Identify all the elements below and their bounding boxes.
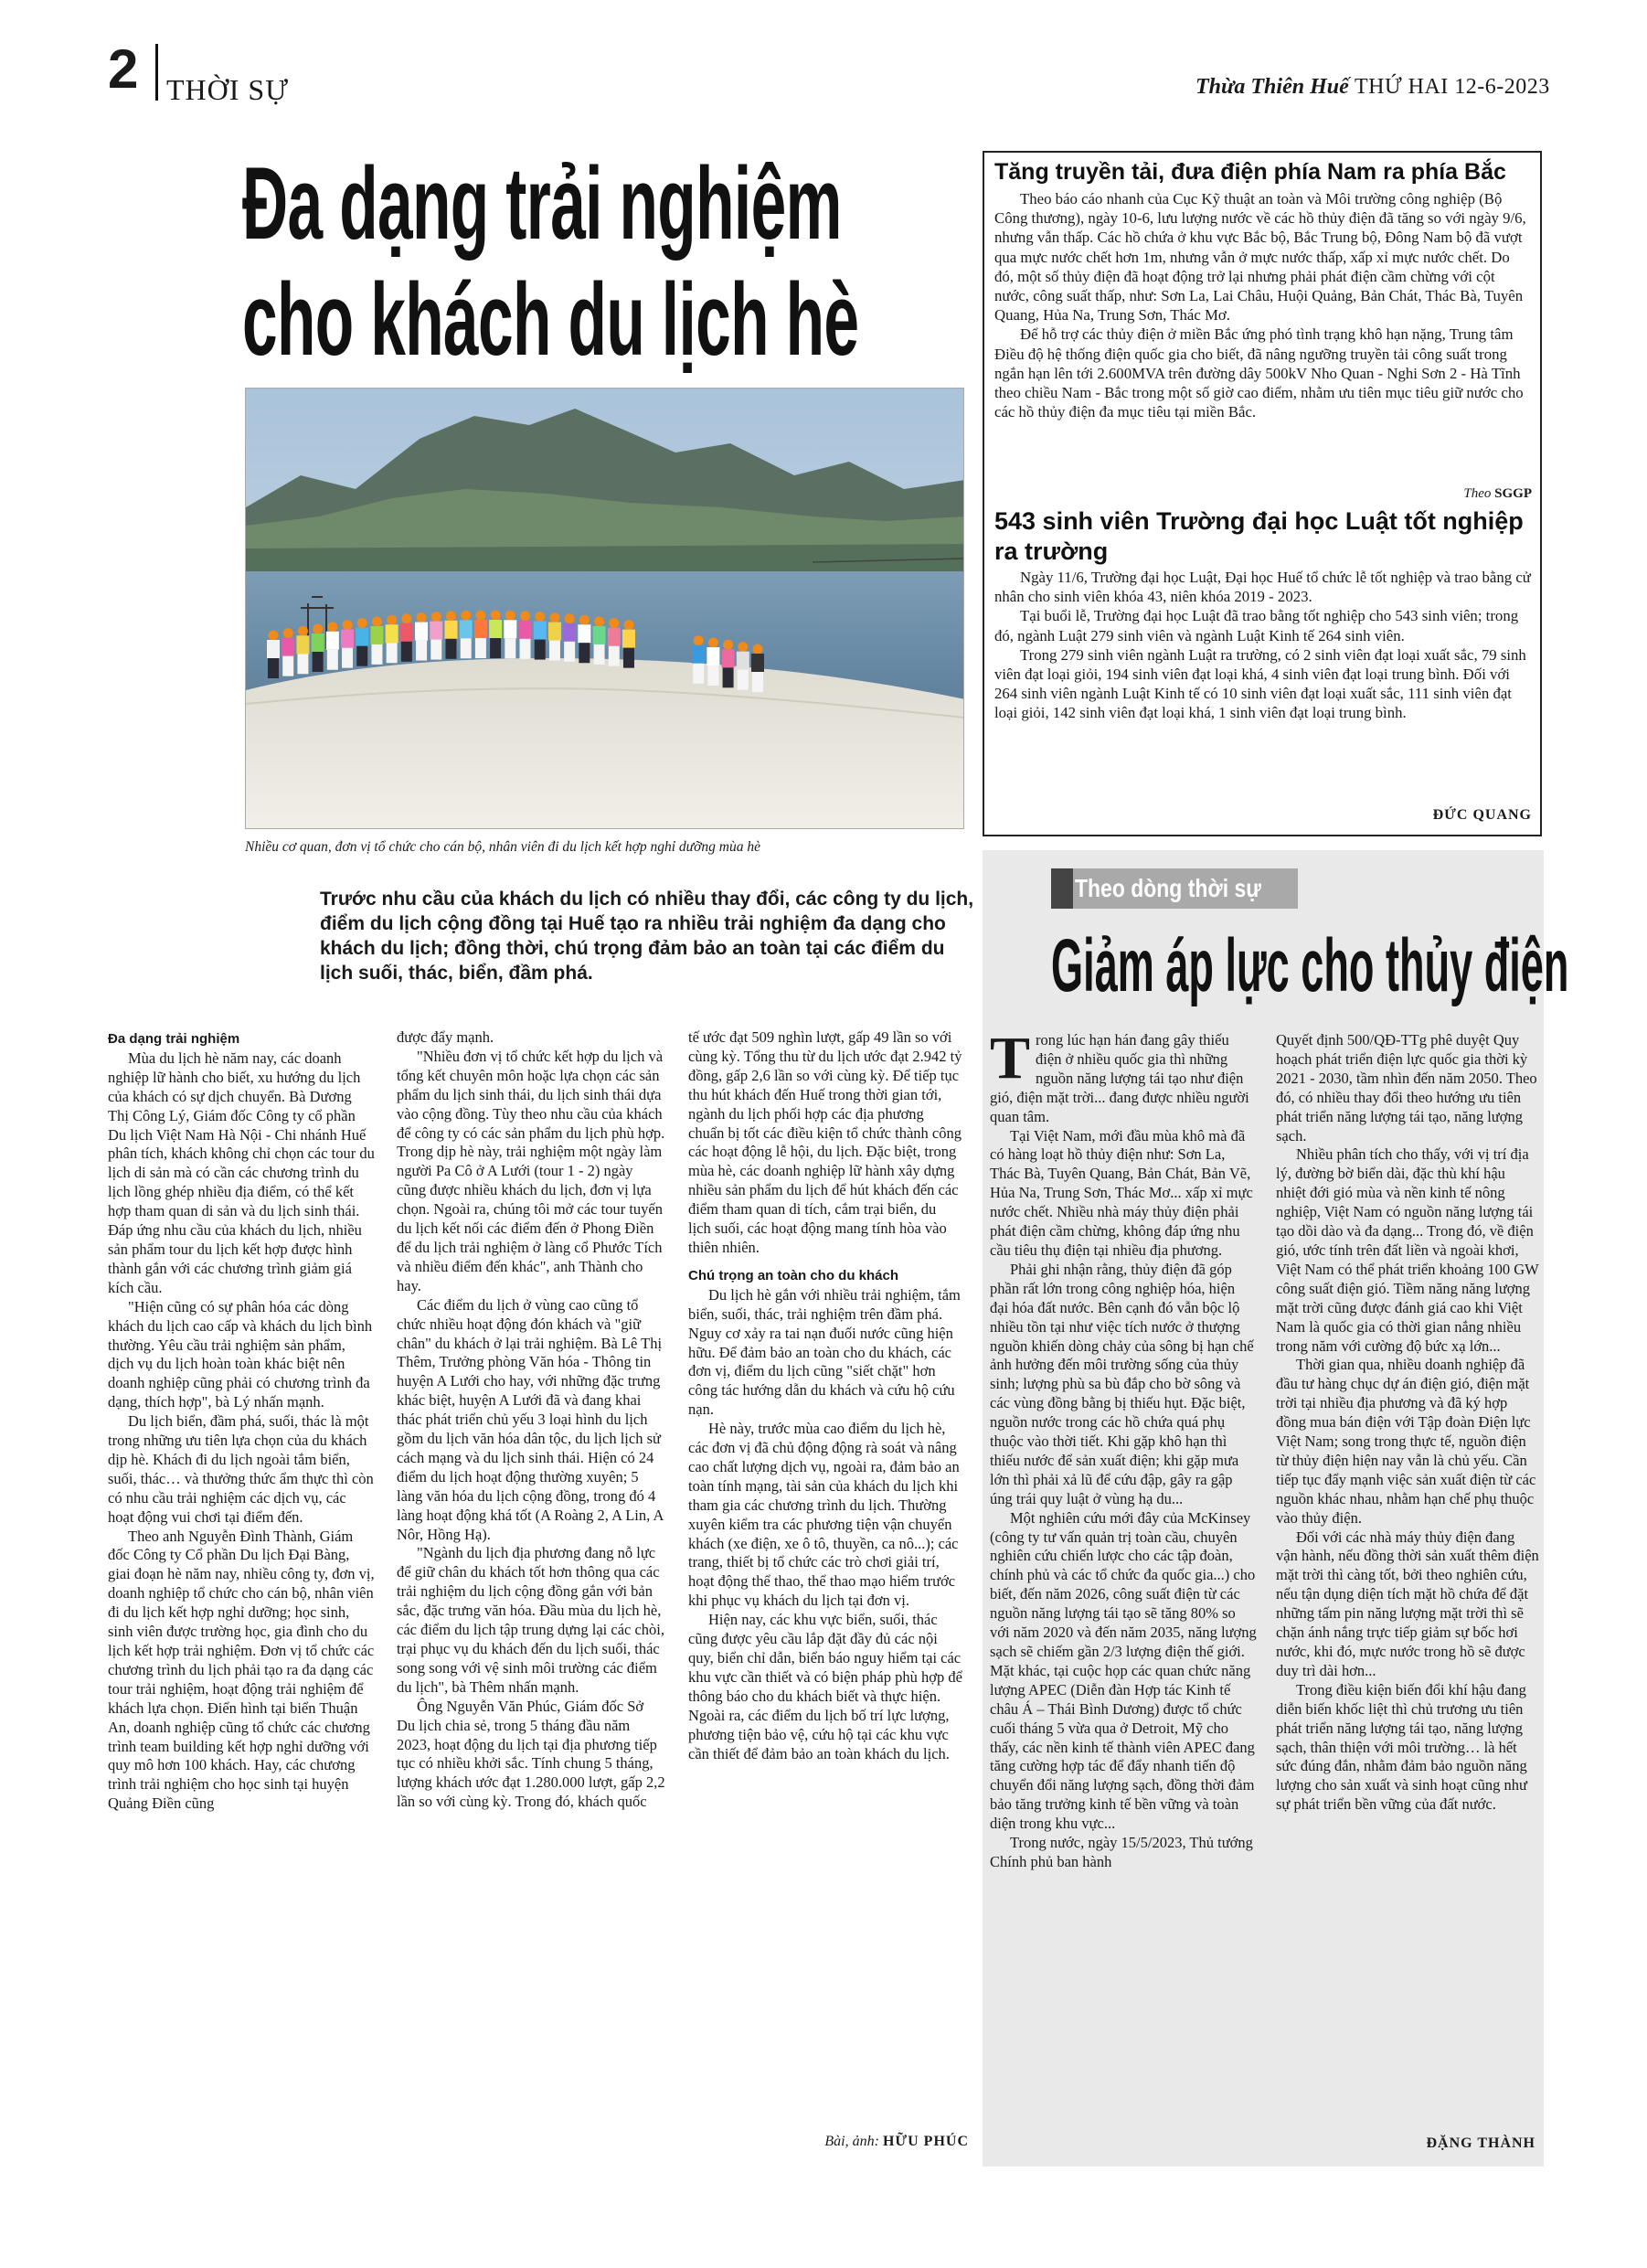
- paragraph: Trong điều kiện biến đổi khí hậu đang diễn biến khốc liệt thì chủ trương ưu tiên phát triển năng lượng tái tạo, năng lượng sạch, thân thiện với môi trường… là hết sức đúng đắn, nhằm đảm bảo nguồn năng lượng cho sản xuất và sinh hoạt cũng như sự phát triển bền vững của đất nước.: [1276, 1680, 1527, 1814]
- paragraph: Quyết định 500/QĐ-TTg phê duyệt Quy hoạch phát triển điện lực quốc gia thời kỳ 2021 - 2030, tầm nhìn đến năm 2050. Theo đó, có nhiều thay đổi theo hướng ưu tiên phát triển năng lượng tái tạo, năng lượng sạch.: [1276, 1031, 1537, 1145]
- news-brief-2-author: ĐỨC QUANG: [1432, 807, 1532, 823]
- paragraph: Hè này, trước mùa cao điểm du lịch hè, các đơn vị đã chủ động động rà soát và nâng cao chất lượng dịch vụ, ngoài ra, đảm bảo an toàn tính mạng, tài sản của khách du lịch khi tham gia các chương trình du lịch. Thường xuyên kiểm tra các phương tiện vận chuyển khách (xe điện, xe ô tô, thuyền, ca nô...); các trang, thiết bị tổ chức các trò chơi giải trí, hoạt động thể thao, thể thao mạo hiểm trước khi phục vụ khách du lịch tại đơn vị.: [688, 1420, 960, 1610]
- paragraph: tế ước đạt 509 nghìn lượt, gấp 49 lần so với cùng kỳ. Tổng thu từ du lịch ước đạt 2.942 tỷ đồng, gấp 2,6 lần so với cùng kỳ. Để tiếp tục thu hút khách đến Huế trong thời gian tới, ngành du lịch phối hợp các địa phương chuẩn bị tốt các điều kiện tổ chức thành công các hoạt động lễ hội, du lịch. Đặc biệt, trong mùa hè, các doanh nghiệp lữ hành xây dựng nhiều sản phẩm du lịch để hút khách đến các điểm tham quan di tích, cắm trại biển, du lịch suối, các hoạt động mang tính hòa vào thiên nhiên.: [688, 1028, 962, 1256]
- paragraph: Tại Việt Nam, mới đầu mùa khô mà đã có hàng loạt hồ thủy điện như: Sơn La, Thác Bà, Tuyên Quang, Bản Chát, Bản Vẽ, Hủa Na, Trung Sơn, Thác Mơ... xấp xỉ mực nước chết. Nhiều nhà máy thủy điện phải phát điện cầm chừng, không đáp ứng nhu cầu tiêu thụ điện tại nhiều địa phương.: [990, 1126, 1253, 1259]
- paragraph: Ngày 11/6, Trường đại học Luật, Đại học Huế tổ chức lễ tốt nghiệp và trao bằng cử nhân cho sinh viên khóa 43, niên khóa 2019 - 2023.: [994, 569, 1531, 606]
- person-figure: [282, 628, 294, 676]
- paragraph: Du lịch hè gắn với nhiều trải nghiệm, tắm biển, suối, thác, trải nghiệm trên đầm phá. Nguy cơ xảy ra tai nạn đuối nước cũng hiện hữu. Để đảm bảo an toàn cho du khách, các đơn vị, điểm du lịch cũng "siết chặt" hơn công tác hướng dẫn du khách và cứu hộ cứu nạn.: [688, 1285, 961, 1419]
- paragraph: "Hiện cũng có sự phân hóa các dòng khách du lịch cao cấp và khách du lịch bình thường. Yêu cầu trải nghiệm sản phẩm, dịch vụ du lịch hoàn toàn khác biệt nên doanh nghiệp cũng phải có chương trình đa dạng, thích hợp", bà Lý nhấn mạnh.: [108, 1297, 373, 1411]
- article-column-1: [108, 1028, 375, 1814]
- paragraph: "Ngành du lịch địa phương đang nỗ lực để giữ chân du khách tốt hơn thông qua các trải nghiệm du lịch cộng đồng gắn với bản sắc, đặc trưng văn hóa. Đầu mùa du lịch hè, các điểm du lịch tập trung dựng lại các chòi, trại phục vụ du khách đến du lịch suối, thác song song với vệ sinh môi trường các điểm du lịch", bà Thêm nhấn mạnh.: [397, 1544, 665, 1696]
- person-figure: [326, 622, 339, 670]
- subheading-safety: Chú trọng an toàn cho du khách: [688, 1267, 898, 1283]
- paragraph: Để hỗ trợ các thủy điện ở miền Bắc ứng phó tình trạng khô hạn nặng, Trung tâm Điều độ hệ thống điện quốc gia cho biết, đã nâng ngưỡng truyền tải công suất trong ngắn hạn lên tới 2.600MVA trên đường dây 500kV Nho Quan - Nghi Sơn 2 - Hà Tĩnh theo chiều Nam - Bắc trong một số giờ cao điểm, nhằm ưu tiên mục tiêu giữ nước cho các hồ thủy điện đa mục tiêu tại miền Bắc.: [994, 325, 1524, 421]
- commentary-label: Theo dòng thời sự: [1075, 874, 1261, 902]
- person-figure: [504, 611, 516, 659]
- person-figure: [356, 618, 368, 666]
- article-column-2: [397, 1028, 665, 1812]
- paragraph: Trong lúc hạn hán đang gây thiếu điện ở nhiều quốc gia thì những nguồn năng lượng tái tạo như điện gió, điện mặt trời... đang được nhiều người quan tâm.: [990, 1025, 1249, 1125]
- person-figure: [386, 615, 398, 664]
- paragraph: Nhiều phân tích cho thấy, với vị trí địa lý, đường bờ biển dài, đặc thù khí hậu nhiệt đới gió mùa và nền kinh tế nông nghiệp, Việt Nam có nguồn năng lượng tái tạo dồi dào và đa dạng... Trong đó, về điện gió, ước tính trên đất liền và ngoài khơi, Việt Nam có thể phát triển khoảng 100 GW công suất điện gió. Tiềm năng năng lượng mặt trời cũng được đánh giá cao khi Việt Nam là quốc gia có thời gian nắng nhiều trong năm với cường độ bức xạ lớn...: [1276, 1145, 1539, 1355]
- article-column-3: [688, 1028, 962, 1763]
- person-figure: [534, 612, 547, 660]
- news-brief-1-body: [994, 189, 1532, 421]
- main-headline-line-2: cho khách du lịch hè: [242, 262, 859, 377]
- person-figure: [267, 631, 280, 679]
- person-figure: [489, 611, 502, 658]
- person-figure: [722, 640, 735, 688]
- person-figure: [563, 613, 576, 662]
- paragraph: Tại buổi lễ, Trường đại học Luật đã trao bằng tốt nghiệp cho 543 sinh viên; trong đó, ngành Luật 279 sinh viên và ngành Luật Kinh tế 264 sinh viên.: [994, 607, 1519, 644]
- news-brief-2-body: [994, 568, 1532, 723]
- person-figure: [460, 611, 473, 659]
- person-figure: [430, 612, 442, 660]
- person-figure: [296, 626, 309, 675]
- paragraph: Mùa du lịch hè năm nay, các doanh nghiệp lữ hành cho biết, xu hướng du lịch của khách có sự dịch chuyển. Bà Dương Thị Công Lý, Giám đốc Công ty cổ phần Du lịch Việt Nam Hà Nội - Chi nhánh Huế phân tích, khách không chỉ chọn các tour du lịch di sản mà có cần các chương trình du lịch lồng ghép nhiều địa điểm, có thể kết hợp tham quan di sản và du lịch sinh thái. Đáp ứng nhu cầu của khách du lịch, nhiều sản phẩm tour du lịch kết hợp được hình thành gắn với các chương trình giảm giá kích cầu.: [108, 1049, 375, 1296]
- article-lead: Trước nhu cầu của khách du lịch có nhiều thay đổi, các công ty du lịch, điểm du lịch cộng đồng tại Huế tạo ra nhiều trải nghiệm đa dạng cho khách du lịch; đồng thời, chú trọng đảm bảo an toàn tại các điểm du lịch suối, thác, biển, đầm phá.: [320, 889, 974, 984]
- person-figure: [578, 615, 590, 664]
- photo-caption: Nhiều cơ quan, đơn vị tổ chức cho cán bộ, nhân viên đi du lịch kết hợp nghỉ dưỡng mùa hè: [245, 839, 760, 855]
- drop-cap: T: [990, 1025, 1031, 1091]
- person-figure: [444, 611, 457, 659]
- byline-name: HỮU PHÚC: [882, 2134, 969, 2149]
- paragraph: Theo anh Nguyễn Đình Thành, Giám đốc Công ty Cổ phần Du lịch Đại Bàng, giai đoạn hè năm nay, nhiều công ty, đơn vị, doanh nghiệp tổ chức cho cán bộ, nhân viên đi du lịch kết hợp nghỉ dưỡng; học sinh, sinh viên được trường học, gia đình cho du lịch kết hợp trải nghiệm. Đơn vị tổ chức các chương trình du lịch phải tạo ra đa dạng các tour trải nghiệm, hoạt động trải nghiệm để khách lựa chọn. Điển hình tại biển Thuận An, doanh nghiệp cũng tổ chức các chương trình team building kết hợp nghỉ dưỡng với quy mô hơn 100 khách. Hay, các chương trình trải nghiệm cho học sinh tại huyện Quảng Điền cũng: [108, 1527, 375, 1813]
- paragraph: Một nghiên cứu mới đây của McKinsey (công ty tư vấn quản trị toàn cầu, chuyên nghiên cứu chiến lược cho các tập đoàn, chính phủ và các tổ chức đa quốc gia...) cho biết, đến năm 2026, công suất điện từ các nguồn năng lượng tái tạo sẽ tăng 80% so với năm 2020 và đến năm 2035, năng lượng sạch sẽ chiếm gần 2/3 lượng điện thế giới. Mặt khác, tại cuộc họp các quan chức năng lượng APEC (Diễn đàn Hợp tác Kinh tế châu Á – Thái Bình Dương) được tổ chức cuối tháng 5 vừa qua ở Detroit, Mỹ cho thấy, các nền kinh tế thành viên APEC đang tăng cường hợp tác để đẩy nhanh tiến độ chuyển đổi năng lượng sạch, đồng thời đảm bảo tăng trưởng kinh tế bền vững và toàn diện trong khu vực...: [990, 1508, 1257, 1833]
- paragraph: Thời gian qua, nhiều doanh nghiệp đã đầu tư hàng chục dự án điện gió, điện mặt trời tại nhiều địa phương và đã ký hợp đồng mua bán điện với Tập đoàn Điện lực Việt Nam; song trong thực tế, nguồn điện từ thủy điện hiện nay vẫn là chủ yếu. Cần tiếp tục đẩy mạnh việc sản xuất điện từ các nguồn khác nhau, nhằm hạn chế phụ thuộc vào thủy điện.: [1276, 1356, 1536, 1527]
- person-figure: [474, 611, 487, 658]
- person-figure: [415, 612, 428, 661]
- byline-label: Bài, ảnh:: [824, 2134, 879, 2149]
- paragraph: Theo báo cáo nhanh của Cục Kỹ thuật an toàn và Môi trường công nghiệp (Bộ Công thương), ngày 10-6, lưu lượng nước về các hồ thủy điện đã tăng so với ngày 9/6, nhưng vẫn thấp. Các hồ chứa ở khu vực Bắc bộ, Bắc Trung bộ, Đông Nam bộ đã vượt qua mực nước chết hơn 1m, nhưng vẫn ở mực nước thấp, xấp xỉ mực nước chết. Do đó, một số thủy điện đã hoạt động trở lại nhưng phải phát điện cầm chừng với cột nước, công suất thấp, như: Sơn La, Lai Châu, Huội Quảng, Bản Chát, Thác Bà, Tuyên Quang, Hủa Na, Trung Sơn, Thác Mơ.: [994, 190, 1526, 325]
- paragraph: Du lịch biển, đầm phá, suối, thác là một trong những ưu tiên lựa chọn của du khách dịp hè. Khách đi du lịch ngoài tắm biển, suối, thác… và thưởng thức ẩm thực thì còn có nhu cầu trải nghiệm các dịch vụ, các hoạt động vui chơi tại điểm đến.: [108, 1412, 374, 1526]
- source-name: SGGP: [1494, 486, 1532, 501]
- person-figure: [519, 611, 532, 659]
- commentary-column-2: [1276, 1031, 1539, 1815]
- person-figure: [312, 623, 324, 672]
- paragraph: Trong 279 sinh viên ngành Luật ra trường, có 2 sinh viên đạt loại xuất sắc, 79 sinh viên đạt loại giỏi, 194 sinh viên đạt loại khá, 4 sinh viên đạt loại trung bình. Đối với 264 sinh viên ngành Luật Kinh tế có 10 sinh viên đạt loại xuất sắc, 111 sinh viên đạt loại giỏi, 142 sinh viên đạt loại khá, 1 sinh viên đạt loại trung bình.: [994, 645, 1526, 722]
- commentary-author: ĐẶNG THÀNH: [1426, 2135, 1535, 2151]
- subheading-diverse-experiences: Đa dạng trải nghiệm: [108, 1031, 240, 1047]
- main-headline-line-1: Đa dạng trải nghiệm: [242, 146, 842, 261]
- newspaper-name: Thừa Thiên Huế: [1195, 75, 1349, 99]
- person-figure: [622, 620, 635, 668]
- paragraph: được đẩy mạnh.: [397, 1028, 494, 1046]
- person-figure: [370, 616, 383, 665]
- commentary-column-1: [990, 1025, 1257, 1872]
- source-label: Theo: [1463, 486, 1492, 501]
- person-figure: [751, 644, 764, 693]
- news-brief-1-source: [1325, 486, 1532, 502]
- person-figure: [707, 637, 719, 686]
- person-figure: [400, 613, 413, 662]
- paragraph: Hiện nay, các khu vực biển, suối, thác cũng được yêu cầu lắp đặt đầy đủ các nội quy, biển chỉ dẫn, biển báo nguy hiểm tại các khu vực cần thiết và có biện pháp phù hợp để thông báo cho du khách biết và thực hiện. Ngoài ra, các điểm du lịch bố trí lực lượng, phương tiện bảo vệ, cứu hộ tại các khu vực cần thiết để đảm bảo an toàn khách du lịch.: [688, 1611, 962, 1762]
- person-figure: [737, 642, 749, 690]
- person-figure: [548, 612, 561, 661]
- person-figure: [608, 618, 621, 666]
- article-photo: [245, 388, 964, 829]
- paragraph: "Nhiều đơn vị tổ chức kết hợp du lịch và tổng kết chuyên môn hoặc lựa chọn các sản phẩm du lịch sinh thái, du lịch sinh thái dựa vào cộng đồng. Tùy theo nhu cầu của khách để công ty có các sản phẩm du lịch phù hợp. Trong dịp hè này, trải nghiệm một ngày làm người Pa Cô ở A Lưới (tour 1 - 2) ngày cũng được nhiều khách du lịch, đơn vị lựa chọn. Ngoài ra, chúng tôi mở các tour tuyến du lịch kết nối các điểm đến ở Phong Điền để du lịch trải nghiệm ở làng cổ Phước Tích và nhiều điểm đến khác", anh Thành cho hay.: [397, 1047, 665, 1294]
- news-brief-1-title: Tăng truyền tải, đưa điện phía Nam ra phía Bắc: [994, 159, 1506, 185]
- commentary-title: Giảm áp lực cho thủy điện: [1051, 924, 1569, 1007]
- paragraph: Đối với các nhà máy thủy điện đang vận hành, nếu đồng thời sản xuất thêm điện mặt trời thì càng tốt, bởi theo nghiên cứu, nếu tận dụng diện tích mặt hồ chứa để đặt những tấm pin năng lượng mặt trời thì sẽ chặn ánh nắng trực tiếp giảm sự bốc hơi nước, khi đó, mực nước trong hồ sẽ được duy trì dài hơn...: [1276, 1528, 1539, 1679]
- person-figure: [692, 635, 705, 684]
- paragraph: Trong nước, ngày 15/5/2023, Thủ tướng Chính phủ ban hành: [990, 1834, 1253, 1870]
- paragraph: Các điểm du lịch ở vùng cao cũng tổ chức nhiều hoạt động đón khách và "giữ chân" du khách ở lại trải nghiệm. Bà Lê Thị Thêm, Trưởng phòng Văn hóa - Thông tin huyện A Lưới cho hay, với những đặc trưng khác biệt, huyện A Lưới đã và đang khai thác phát triển chủ yếu 3 loại hình du lịch gồm du lịch văn hóa dân tộc, du lịch lịch sử cách mạng và du lịch sinh thái. Hiện có 24 điểm du lịch hoạt động thường xuyên; 5 làng văn hóa du lịch cộng đồng, trong đó 4 làng hoạt động khá tốt (A Roàng 2, A Lin, A Nôr, Hồng Hạ).: [397, 1295, 664, 1543]
- issue-date: THỨ HAI 12-6-2023: [1355, 75, 1550, 99]
- header-divider: [155, 44, 158, 101]
- person-figure: [593, 616, 606, 665]
- person-figure: [341, 620, 354, 668]
- paragraph: Ông Nguyễn Văn Phúc, Giám đốc Sở Du lịch chia sẻ, trong 5 tháng đầu năm 2023, hoạt động du lịch tại địa phương tiếp tục có nhiều khởi sắc. Tính chung 5 tháng, lượng khách ước đạt 1.280.000 lượt, gấp 2,2 lần so với cùng kỳ. Trong đó, khách quốc: [397, 1697, 665, 1811]
- section-name: THỜI SỰ: [166, 73, 290, 106]
- article-byline: [786, 2134, 969, 2150]
- news-brief-2-title: 543 sinh viên Trường đại học Luật tốt nghiệp ra trường: [994, 507, 1524, 565]
- paragraph: Phải ghi nhận rằng, thủy điện đã góp phần rất lớn trong công nghiệp hóa, hiện đại hóa đất nước. Bên cạnh đó vẫn bộc lộ nhiều tồn tại như việc tích nước ở thượng nguồn khiến dòng chảy của sông bị hạn chế ảnh hưởng đến môi trường sống của thủy sinh; lượng phù sa bù đắp cho bờ sông và các vùng đồng bằng bị thiếu hụt. Đặc biệt, nguồn nước trong các hồ chứa quá phụ thuộc vào thời tiết. Khi gặp khô hạn thì thiếu nước để sản xuất điện; khi gặp mưa lớn thì phải xả lũ để cứu đập, gây ra gập úng trái quy luật ở vùng hạ du...: [990, 1260, 1254, 1507]
- page-number: 2: [108, 38, 139, 100]
- commentary-label-bar: [1051, 868, 1073, 909]
